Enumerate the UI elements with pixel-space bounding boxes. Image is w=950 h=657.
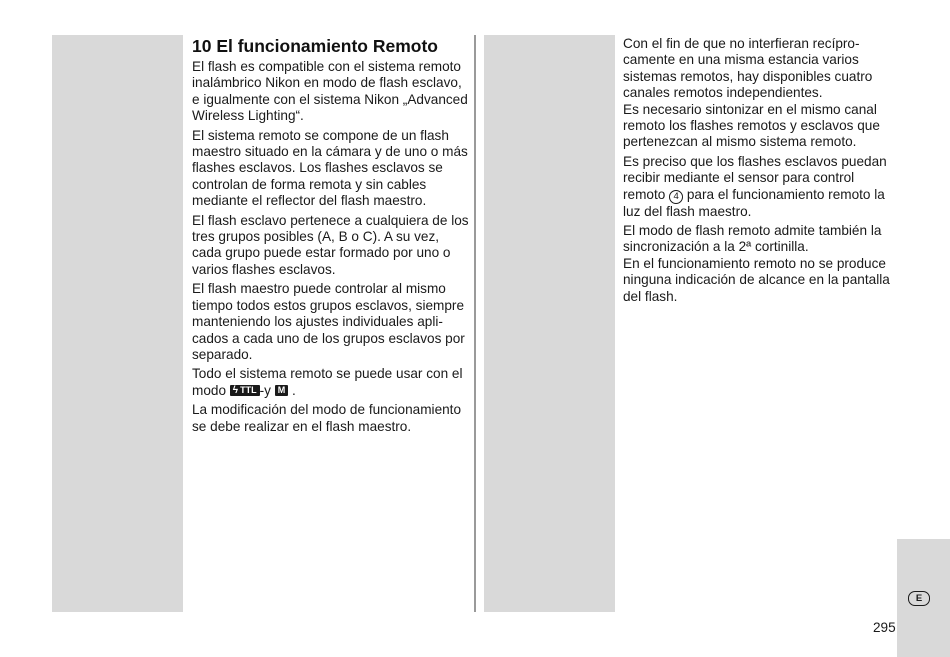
m-mode-badge: [275, 385, 289, 396]
paragraph-channels: Con el fin de que no interfieran recípro-camente en una misma estancia varios sistemas remotos, hay disponibles cuatro canales remotos independientes.: [623, 36, 873, 101]
right-text-column: [623, 36, 895, 308]
paragraph-groups: El flash esclavo pertenece a cualquiera de los tres grupos posibles (A, B o C). A su vez, cada grupo puede estar formado por uno o varios flashes esclavos.: [192, 212, 469, 277]
paragraph-modes: [192, 366, 470, 399]
section-heading: 10 El funcionamiento Remoto: [192, 36, 438, 56]
page-number: 295: [873, 620, 896, 635]
modes-text-middle: -y: [259, 382, 275, 398]
paragraph-second-curtain: El modo de flash remoto admite también la sincronización a la 2ª cortinilla.: [623, 223, 882, 255]
paragraph-master-control: El flash maestro puede controlar al mismo tiempo todos estos grupos esclavos, siempre manteniendo los ajustes individuales apli-cados a cada uno de los grupos esclavos por separado.: [192, 281, 465, 362]
middle-margin-band: [484, 35, 615, 612]
ttl-mode-badge: [230, 385, 260, 396]
modes-text-after: .: [288, 382, 296, 398]
paragraph-mode-change: La modificación del modo de funcionamiento se debe realizar en el flash maestro.: [192, 402, 462, 434]
paragraph-sensor: [623, 154, 895, 220]
column-divider: [474, 35, 476, 612]
reference-number-circle: 4: [669, 190, 683, 204]
left-text-column: [192, 36, 470, 438]
ttl-badge-label: TTL: [240, 384, 257, 395]
m-badge-label: M: [277, 384, 286, 395]
paragraph-no-range-display: En el funcionamiento remoto no se produce ninguna indicación de alcance en la pantalla del flash.: [623, 255, 890, 304]
left-margin-band: [52, 35, 183, 612]
paragraph-compatibility: El flash es compatible con el sistema remoto inalámbrico Nikon en modo de flash esclavo, e igualmente con el sistema Nikon „Advanced Wireless Lighting“.: [192, 59, 468, 124]
sensor-text-before: Es preciso que los flashes esclavos puedan recibir mediante el sensor para control remoto: [623, 153, 887, 202]
paragraph-system-composition: El sistema remoto se compone de un flash maestro situado en la cámara y de uno o más flashes esclavos. Los flashes esclavos se controlan de forma remota y sin cables mediante el reflector del flash maestro.: [192, 127, 468, 209]
paragraph-same-channel: Es necesario sintonizar en el mismo canal remoto los flashes remotos y esclavos que pertenezcan al mismo sistema remoto.: [623, 101, 880, 150]
lightning-bolt-icon: ϟ: [232, 384, 239, 396]
language-badge: E: [908, 591, 930, 606]
modes-text-before: Todo el sistema remoto se puede usar con el modo: [192, 366, 463, 398]
sensor-text-after: para el funcionamiento remoto la luz del flash maestro.: [623, 186, 885, 219]
